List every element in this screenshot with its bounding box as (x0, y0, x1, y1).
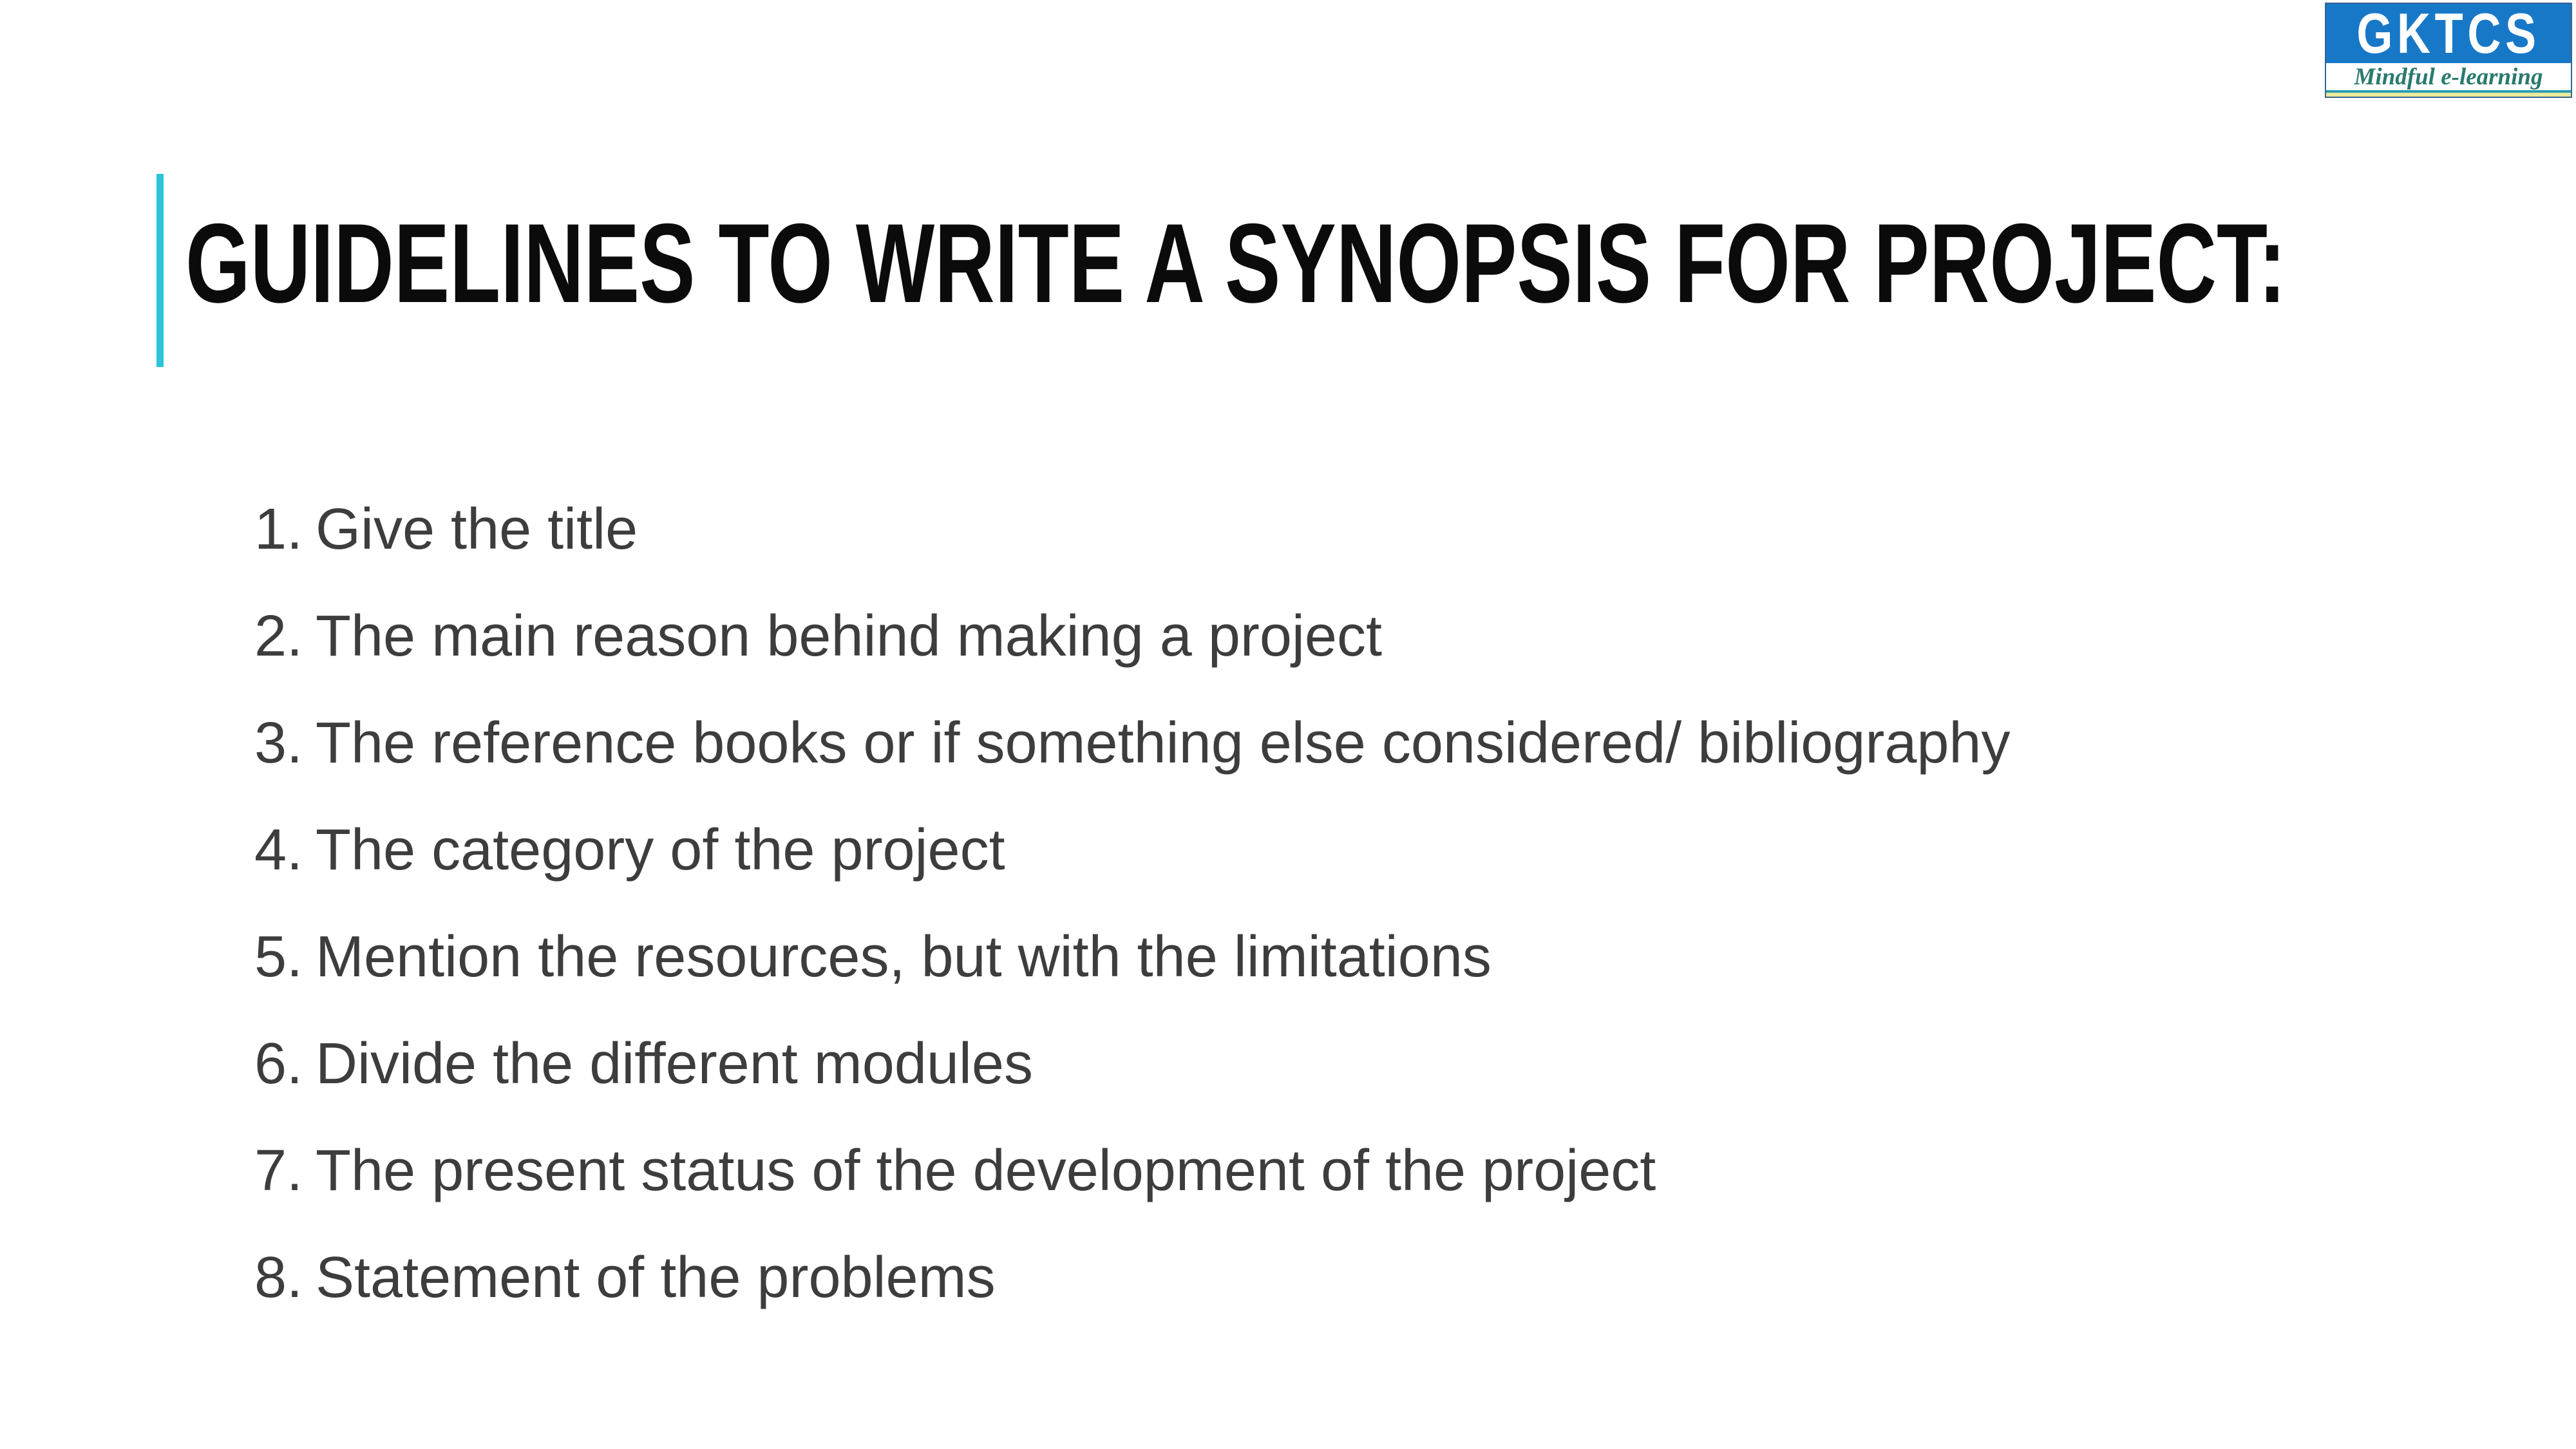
list-item-number: 7. (254, 1138, 303, 1203)
list-item-number: 3. (254, 710, 303, 775)
guidelines-list (254, 476, 2011, 1331)
list-item (254, 1224, 2011, 1331)
logo-yellow-band (2326, 93, 2571, 97)
list-item-text: Mention the resources, but with the limitations (316, 924, 1492, 989)
list-item-text: The main reason behind making a project (316, 603, 1382, 668)
list-item (254, 904, 2011, 1010)
slide-title: GUIDELINES TO WRITE A SYNOPSIS FOR PROJECT: (185, 201, 2286, 327)
gktcs-logo (2325, 3, 2572, 98)
list-item-number: 1. (254, 497, 303, 562)
list-item-text: Statement of the problems (316, 1245, 996, 1310)
list-item-number: 5. (254, 924, 303, 989)
list-item-text: The category of the project (316, 817, 1005, 882)
list-item (254, 1117, 2011, 1224)
list-item (254, 797, 2011, 904)
logo-blue-panel (2326, 4, 2571, 63)
list-item (254, 690, 2011, 797)
logo-brand-text: GKTCS (2356, 4, 2541, 63)
list-item-number: 4. (254, 817, 303, 882)
list-item-number: 2. (254, 603, 303, 668)
list-item (254, 476, 2011, 583)
list-item-text: The reference books or if something else considered/ bibliography (316, 710, 2011, 775)
list-item-text: Give the title (316, 497, 638, 562)
list-item (254, 1010, 2011, 1117)
logo-tagline-strip (2326, 63, 2571, 90)
list-item-text: The present status of the development of the project (316, 1138, 1656, 1203)
list-item-text: Divide the different modules (316, 1031, 1033, 1096)
list-item-number: 6. (254, 1031, 303, 1096)
title-accent-bar (156, 174, 164, 367)
logo-tagline-text: Mindful e-learning (2354, 63, 2543, 90)
list-item-number: 8. (254, 1245, 303, 1310)
list-item (254, 583, 2011, 690)
